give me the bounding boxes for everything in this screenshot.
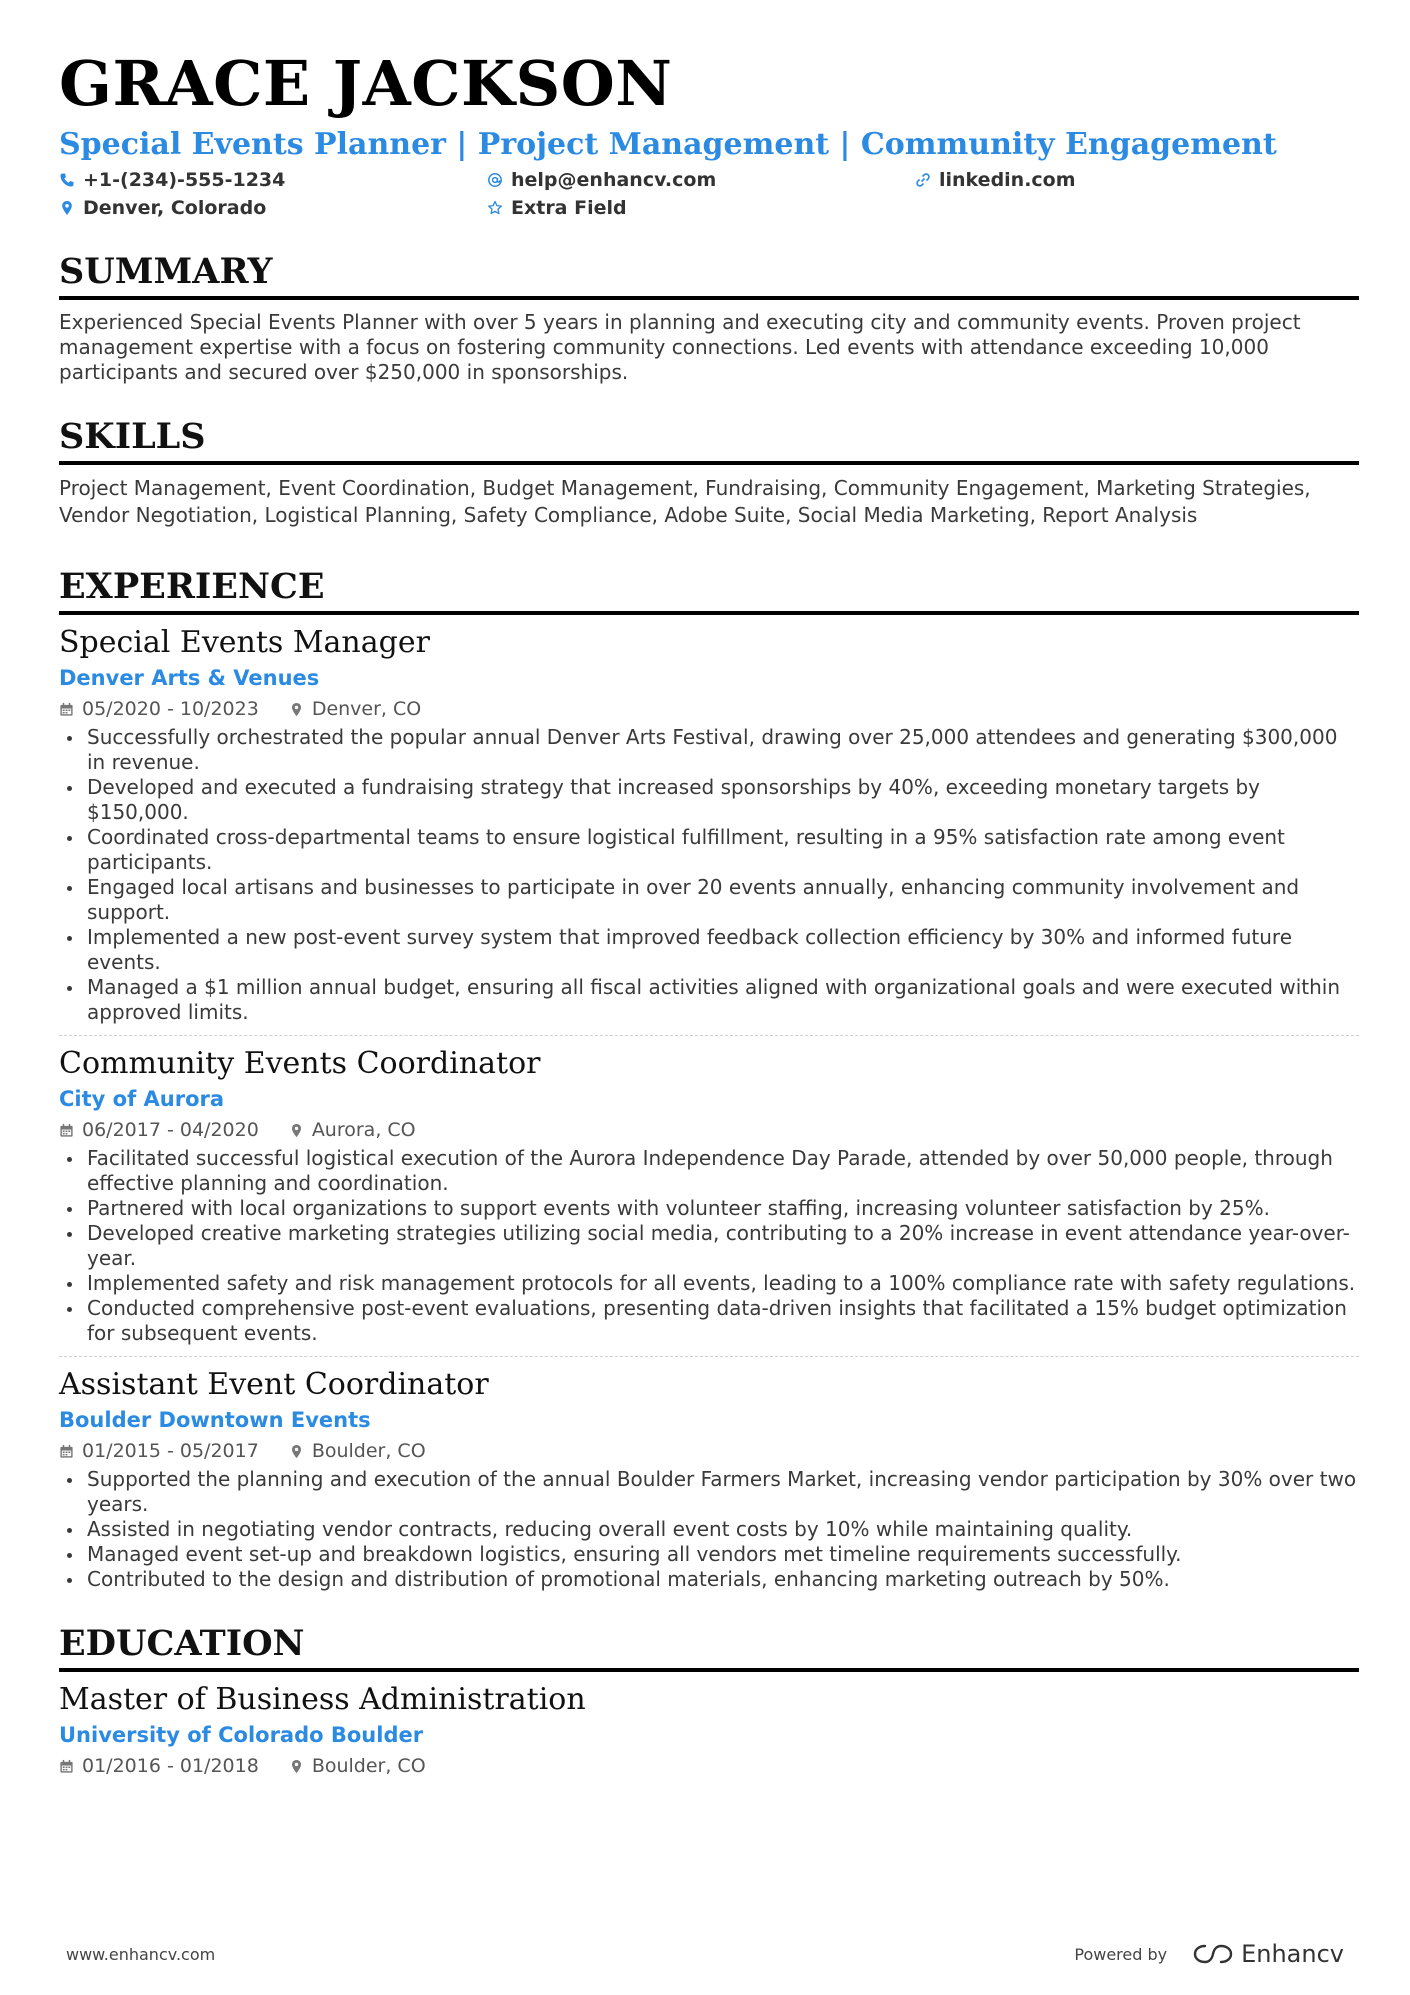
- contact-extra: [487, 196, 915, 220]
- map-pin-icon: [289, 702, 304, 717]
- powered-by-label: Powered by: [1074, 1944, 1168, 1964]
- bullet-item: Managed event set-up and breakdown logistics, ensuring all vendors met timeline requirements successfully.: [59, 1542, 1359, 1567]
- linkedin-text: linkedin.com: [939, 169, 1076, 191]
- link-icon: [915, 172, 931, 188]
- summary-text: Experienced Special Events Planner with over 5 years in planning and executing city and community events. Proven project management expertise with a focus on fostering community connections. Led events with attendance exceeding 10,000 participants and secured over $250,000 in sponsorships.: [59, 310, 1301, 384]
- headline: Special Events Planner | Project Management | Community Engagement: [59, 127, 1277, 162]
- skills-section: [59, 415, 1359, 529]
- contact-linkedin[interactable]: [915, 168, 1335, 192]
- bullet-item: Developed creative marketing strategies utilizing social media, contributing to a 20% increase in event attendance year-over-year.: [59, 1221, 1359, 1271]
- star-icon: [487, 200, 503, 216]
- bullet-item: Implemented a new post-event survey system that improved feedback collection efficiency by 30% and informed future events.: [59, 925, 1359, 975]
- map-pin-icon: [59, 200, 75, 216]
- map-pin-icon: [289, 1444, 304, 1459]
- resume-page: [59, 44, 1359, 1780]
- skills-text: Project Management, Event Coordination, Budget Management, Fundraising, Community Engagement, Marketing Strategies, Vendor Negotiation, Logistical Planning, Safety Compliance, Adobe Suite, Social Media Marketing, Report Analysis: [59, 476, 1311, 527]
- bullet-item: Managed a $1 million annual budget, ensuring all fiscal activities aligned with organizational goals and were executed within approved limits.: [59, 975, 1359, 1025]
- bullet-item: Conducted comprehensive post-event evaluations, presenting data-driven insights that facilitated a 15% budget optimization for subsequent events.: [59, 1296, 1359, 1346]
- summary-title: SUMMARY: [59, 250, 1359, 300]
- job-title: Community Events Coordinator: [59, 1046, 541, 1081]
- powered-by[interactable]: [1074, 1940, 1344, 1968]
- job-title: Special Events Manager: [59, 625, 430, 660]
- experience-section: [59, 565, 1359, 1592]
- job-dates: 01/2015 - 05/2017: [82, 1440, 259, 1462]
- job-entry: [59, 623, 1359, 1025]
- bullet-item: Developed and executed a fundraising strategy that increased sponsorships by 40%, exceeding monetary targets by $150,000.: [59, 775, 1359, 825]
- company-name[interactable]: City of Aurora: [59, 1087, 225, 1111]
- education-location: Boulder, CO: [311, 1755, 426, 1777]
- job-dates: 05/2020 - 10/2023: [82, 698, 259, 720]
- contact-phone[interactable]: [59, 168, 487, 192]
- education-title: EDUCATION: [59, 1622, 1359, 1672]
- calendar-icon: [59, 702, 74, 717]
- job-entry: [59, 1365, 1359, 1592]
- degree-title: Master of Business Administration: [59, 1682, 586, 1717]
- candidate-name: GRACE JACKSON: [59, 47, 673, 120]
- education-entry: [59, 1680, 1359, 1780]
- bullet-item: Assisted in negotiating vendor contracts, reducing overall event costs by 10% while maintaining quality.: [59, 1517, 1359, 1542]
- entry-divider: [59, 1035, 1359, 1036]
- page-footer: [66, 1940, 1344, 1968]
- job-bullets: [59, 725, 1359, 1025]
- education-dates: 01/2016 - 01/2018: [82, 1755, 259, 1777]
- bullet-item: Facilitated successful logistical execution of the Aurora Independence Day Parade, attended by over 50,000 people, through effective planning and coordination.: [59, 1146, 1359, 1196]
- job-meta: [59, 1437, 1359, 1465]
- bullet-item: Partnered with local organizations to support events with volunteer staffing, increasing volunteer satisfaction by 25%.: [59, 1196, 1359, 1221]
- company-name[interactable]: Denver Arts & Venues: [59, 666, 320, 690]
- job-bullets: [59, 1146, 1359, 1346]
- brand-name: Enhancv: [1241, 1940, 1344, 1968]
- entry-divider: [59, 1356, 1359, 1357]
- company-name[interactable]: Boulder Downtown Events: [59, 1408, 371, 1432]
- email-text: help@enhancv.com: [511, 169, 717, 191]
- contact-location: [59, 196, 487, 220]
- calendar-icon: [59, 1123, 74, 1138]
- job-location: Denver, CO: [311, 698, 422, 720]
- job-location: Aurora, CO: [311, 1119, 416, 1141]
- phone-icon: [59, 172, 75, 188]
- contact-info: [59, 168, 1359, 220]
- bullet-item: Contributed to the design and distribution of promotional materials, enhancing marketing outreach by 50%.: [59, 1567, 1359, 1592]
- job-meta: [59, 695, 1359, 723]
- education-section: [59, 1622, 1359, 1780]
- summary-section: [59, 250, 1359, 385]
- education-meta: [59, 1752, 1359, 1780]
- bullet-item: Successfully orchestrated the popular annual Denver Arts Festival, drawing over 25,000 attendees and generating $300,000 in revenue.: [59, 725, 1359, 775]
- experience-title: EXPERIENCE: [59, 565, 1359, 615]
- map-pin-icon: [289, 1759, 304, 1774]
- skills-title: SKILLS: [59, 415, 1359, 465]
- brand-logo: [1193, 1940, 1344, 1968]
- calendar-icon: [59, 1444, 74, 1459]
- school-name[interactable]: University of Colorado Boulder: [59, 1723, 424, 1747]
- bullet-item: Coordinated cross-departmental teams to ensure logistical fulfillment, resulting in a 95% satisfaction rate among event participants.: [59, 825, 1359, 875]
- job-location: Boulder, CO: [311, 1440, 426, 1462]
- job-title: Assistant Event Coordinator: [59, 1367, 489, 1402]
- bullet-item: Supported the planning and execution of the annual Boulder Farmers Market, increasing vendor participation by 30% over two years.: [59, 1467, 1359, 1517]
- contact-email[interactable]: [487, 168, 915, 192]
- bullet-item: Implemented safety and risk management protocols for all events, leading to a 100% compliance rate with safety regulations.: [59, 1271, 1359, 1296]
- bullet-item: Engaged local artisans and businesses to participate in over 20 events annually, enhancing community involvement and support.: [59, 875, 1359, 925]
- job-meta: [59, 1116, 1359, 1144]
- job-entry: [59, 1044, 1359, 1346]
- at-icon: [487, 172, 503, 188]
- extra-text: Extra Field: [511, 197, 627, 219]
- map-pin-icon: [289, 1123, 304, 1138]
- calendar-icon: [59, 1759, 74, 1774]
- enhancv-logo-icon: [1193, 1943, 1233, 1965]
- footer-website-link[interactable]: www.enhancv.com: [66, 1944, 216, 1964]
- job-dates: 06/2017 - 04/2020: [82, 1119, 259, 1141]
- job-bullets: [59, 1467, 1359, 1592]
- phone-text: +1-(234)-555-1234: [83, 169, 286, 191]
- location-text: Denver, Colorado: [83, 197, 267, 219]
